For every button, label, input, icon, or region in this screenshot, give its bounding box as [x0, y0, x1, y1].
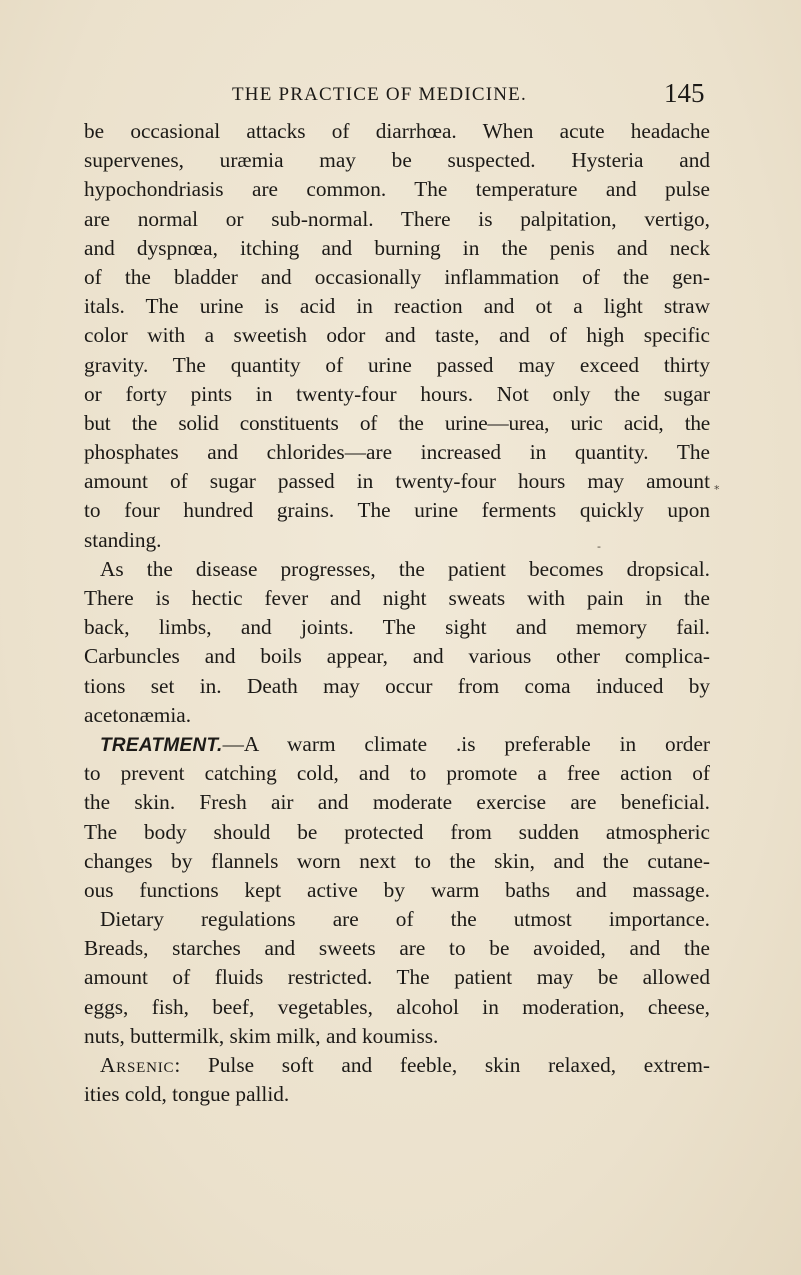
- text-line: The body should be protected from sudden atmospheric: [84, 819, 710, 844]
- text-line: or forty pints in twenty-four hours. Not only the sugar: [84, 381, 710, 406]
- text-line: tions set in. Death may occur from coma induced by: [84, 673, 710, 698]
- text-line: changes by flannels worn next to the skin, and the cutane-: [84, 848, 710, 873]
- text-line: and dyspnœa, itching and burning in the penis and neck: [84, 235, 710, 260]
- text-line: acetonæmia.: [84, 702, 192, 727]
- text-line: Dietary regulations are of the utmost importance.: [100, 907, 710, 932]
- text-line: color with a sweetish odor and taste, and of high specific: [84, 323, 710, 348]
- text-line: back, limbs, and joints. The sight and memory fail.: [84, 615, 710, 640]
- text-line: the skin. Fresh air and moderate exercise are beneficial.: [84, 790, 710, 815]
- text-line: phosphates and chlorides—are increased in quantity. The: [84, 440, 710, 465]
- text-line: be occasional attacks of diarrhœa. When acute headache: [84, 119, 710, 143]
- text-line: amount of sugar passed in twenty-four hours may amount: [84, 469, 710, 494]
- text-line: to four hundred grains. The urine ferments quickly upon: [84, 498, 710, 523]
- treatment-heading: TREATMENT.: [100, 734, 223, 756]
- text-line: ities cold, tongue pallid.: [84, 1082, 290, 1107]
- text-line: supervenes, uræmia may be suspected. Hysteria and: [84, 148, 710, 173]
- text-line: are normal or sub-normal. There is palpitation, vertigo,: [84, 206, 710, 231]
- treatment-first-line: [84, 730, 710, 759]
- text-line: but the solid constituents of the urine—urea, uric acid, the: [84, 410, 710, 435]
- print-speck-mark: -: [597, 540, 601, 553]
- running-head: [0, 78, 801, 108]
- treatment-text: —A warm climate .is preferable in order: [222, 731, 710, 756]
- text-line: eggs, fish, beef, vegetables, alcohol in moderation, cheese,: [84, 994, 710, 1019]
- page-number: 145: [664, 78, 705, 108]
- text-line: Carbuncles and boils appear, and various other complica-: [84, 644, 710, 669]
- paragraph-first-line: As the disease progresses, the patient becomes dropsical.: [100, 556, 710, 581]
- text-line: itals. The urine is acid in reaction and ot a light straw: [84, 294, 710, 319]
- remedy-text: : Pulse soft and feeble, skin relaxed, extrem-: [174, 1053, 710, 1077]
- text-line: nuts, buttermilk, skim milk, and koumiss.: [84, 1023, 439, 1048]
- running-title: THE PRACTICE OF MEDICINE.: [232, 84, 527, 105]
- remedy-name: Arsenic: [100, 1053, 175, 1077]
- text-line: of the bladder and occasionally inflammation of the gen-: [84, 264, 710, 289]
- text-line: to prevent catching cold, and to promote a free action of: [84, 761, 710, 786]
- text-line: amount of fluids restricted. The patient may be allowed: [84, 965, 710, 990]
- print-speck-mark: *: [714, 483, 720, 496]
- text-line: Breads, starches and sweets are to be avoided, and the: [84, 936, 710, 961]
- text-line: ous functions kept active by warm baths and massage.: [84, 877, 710, 902]
- arsenic-first-line: [84, 1051, 710, 1080]
- text-line: hypochondriasis are common. The temperature and pulse: [84, 177, 710, 202]
- text-line: standing.: [84, 527, 162, 552]
- body-text: [84, 117, 710, 1109]
- text-line: There is hectic fever and night sweats with pain in the: [84, 586, 710, 610]
- text-line: gravity. The quantity of urine passed may exceed thirty: [84, 352, 710, 377]
